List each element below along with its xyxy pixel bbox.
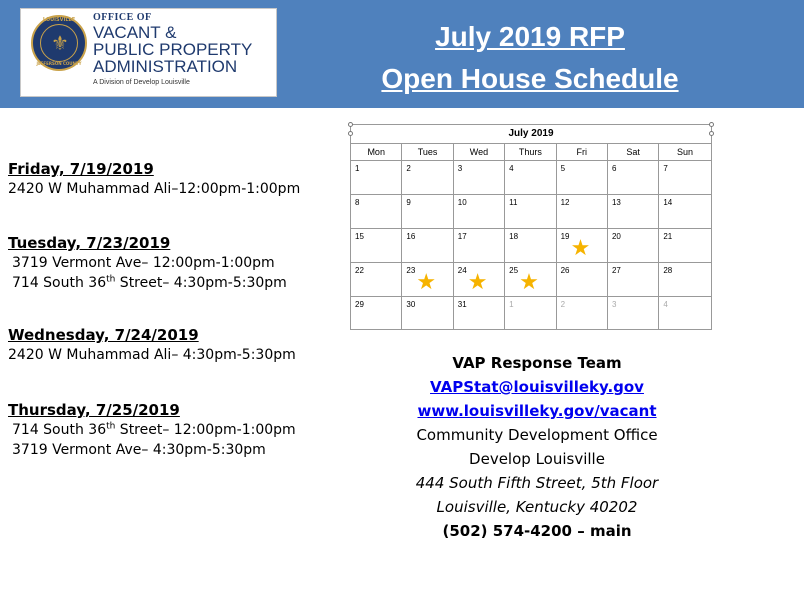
- schedule-event: 714 South 36th Street– 4:30pm-5:30pm: [12, 274, 287, 291]
- calendar-day-cell: [608, 262, 659, 296]
- calendar-weekday: Thurs: [505, 143, 556, 160]
- calendar-day-cell: [505, 228, 556, 262]
- calendar-day-cell: [659, 228, 710, 262]
- calendar-day-cell: [351, 228, 402, 262]
- calendar-weekday: Tues: [402, 143, 453, 160]
- calendar-day-number: 6: [611, 164, 617, 173]
- page-title-line-1: July 2019 RFP: [435, 21, 625, 52]
- calendar-day-cell: [659, 262, 710, 296]
- calendar-day-cell: [351, 296, 402, 330]
- schedule-event: 2420 W Muhammad Ali–12:00pm-1:00pm: [8, 181, 301, 197]
- calendar-day-number: 3: [457, 164, 463, 173]
- star-icon: ★: [519, 269, 539, 294]
- contact-team: VAP Response Team: [452, 354, 622, 372]
- schedule-event: 3719 Vermont Ave– 4:30pm-5:30pm: [12, 442, 266, 458]
- calendar-day-cell: [505, 296, 556, 330]
- schedule-day-wednesday: [8, 326, 338, 365]
- calendar-day-cell: [454, 296, 505, 330]
- schedule-day-thursday: [8, 401, 338, 460]
- calendar-day-number: 29: [355, 300, 364, 309]
- calendar-day-cell: [454, 262, 505, 296]
- calendar-day-cell: [557, 194, 608, 228]
- calendar-day-cell: [402, 262, 453, 296]
- calendar-day-number: 17: [457, 232, 467, 241]
- schedule-event: 3719 Vermont Ave– 12:00pm-1:00pm: [12, 255, 275, 271]
- calendar-day-cell: [608, 296, 659, 330]
- calendar-day-cell: [505, 160, 556, 194]
- seal-top-text: LOUISVILLE: [42, 17, 76, 23]
- schedule-day-heading: Wednesday, 7/24/2019: [8, 326, 199, 344]
- calendar-day-cell: [454, 160, 505, 194]
- calendar-day-number: 2: [560, 300, 566, 309]
- calendar-day-number: 4: [663, 300, 668, 309]
- calendar-day-number: 28: [663, 266, 673, 275]
- calendar-day-cell: [505, 194, 556, 228]
- calendar-day-cell: [351, 262, 402, 296]
- calendar-day-number: 24: [457, 266, 467, 275]
- schedule-day-friday: [8, 160, 338, 199]
- calendar-day-number: 27: [611, 266, 621, 275]
- calendar-week-row: [351, 296, 711, 330]
- calendar-day-number: 21: [663, 232, 673, 241]
- calendar-day-cell: [659, 160, 710, 194]
- calendar-day-cell: [454, 228, 505, 262]
- calendar-day-cell: [557, 228, 608, 262]
- logo-office-of: OFFICE OF: [93, 12, 152, 23]
- calendar-weekday: Sun: [659, 143, 710, 160]
- schedule-event: 2420 W Muhammad Ali– 4:30pm-5:30pm: [8, 347, 296, 363]
- calendar-day-number: 15: [355, 232, 364, 241]
- schedule-day-heading: Thursday, 7/25/2019: [8, 401, 180, 419]
- calendar-day-number: 18: [509, 232, 519, 241]
- calendar-day-number: 25: [509, 266, 519, 275]
- calendar-day-number: 13: [611, 198, 621, 207]
- calendar-week-row: [351, 194, 711, 228]
- calendar-day-number: 31: [457, 300, 467, 309]
- star-icon: ★: [416, 269, 437, 294]
- schedule-day-tuesday: [8, 234, 338, 293]
- calendar-title: July 2019: [508, 128, 554, 139]
- calendar-week-row: [351, 262, 711, 296]
- calendar-day-cell: [351, 194, 402, 228]
- seal-inner-ring: [40, 24, 78, 62]
- calendar-day-number: 11: [509, 198, 518, 207]
- july-calendar: [350, 124, 712, 330]
- contact-email-link[interactable]: VAPStat@louisvilleky.gov: [430, 378, 644, 396]
- calendar-day-cell: [505, 262, 556, 296]
- page-title-line-2: Open House Schedule: [381, 63, 679, 94]
- calendar-day-number: 20: [611, 232, 621, 241]
- calendar-day-number: 26: [560, 266, 570, 275]
- seal-bottom-text: JEFFERSON COUNTY: [36, 61, 82, 66]
- contact-address-line-1: 444 South Fifth Street, 5th Floor: [415, 474, 659, 492]
- calendar-day-number: 2: [406, 164, 411, 173]
- calendar-day-number: 1: [509, 300, 514, 309]
- calendar-day-cell: [608, 194, 659, 228]
- calendar-day-number: 3: [611, 300, 617, 309]
- ordinal-suffix: th: [106, 421, 116, 432]
- calendar-day-number: 5: [560, 164, 566, 173]
- calendar-day-cell: [402, 160, 453, 194]
- star-icon: ★: [570, 235, 591, 260]
- contact-phone: (502) 574-4200 – main: [442, 522, 632, 540]
- calendar-day-cell: [659, 194, 710, 228]
- calendar-day-cell: [402, 296, 453, 330]
- logo-line-2: PUBLIC PROPERTY: [93, 40, 253, 59]
- logo-division: A Division of Develop Louisville: [93, 79, 190, 86]
- calendar-day-number: 1: [355, 164, 360, 173]
- calendar-day-number: 8: [355, 198, 360, 207]
- calendar-day-cell: [608, 228, 659, 262]
- calendar-day-cell: [557, 160, 608, 194]
- calendar-day-cell: [557, 262, 608, 296]
- calendar-day-number: 7: [663, 164, 668, 173]
- calendar-week-row: [351, 160, 711, 194]
- schedule-day-heading: Tuesday, 7/23/2019: [8, 234, 171, 252]
- calendar-weekday: Fri: [557, 143, 608, 160]
- calendar-day-number: 30: [406, 300, 416, 309]
- fleur-de-lis-icon: ⚜: [51, 31, 69, 55]
- contact-address-line-2: Louisville, Kentucky 40202: [436, 498, 638, 516]
- ordinal-suffix: th: [106, 274, 116, 285]
- schedule-day-heading: Friday, 7/19/2019: [8, 160, 154, 178]
- calendar-weekday: Wed: [454, 143, 505, 160]
- star-icon: ★: [467, 269, 488, 294]
- contact-block: [382, 351, 692, 543]
- calendar-day-cell: [351, 160, 402, 194]
- calendar-weekday: Mon: [351, 143, 402, 160]
- calendar-day-cell: [454, 194, 505, 228]
- calendar-day-number: 14: [663, 198, 673, 207]
- schedule-event: 714 South 36th Street– 12:00pm-1:00pm: [12, 421, 296, 438]
- contact-org: Develop Louisville: [469, 450, 605, 468]
- calendar-grid: [351, 143, 711, 330]
- calendar-weekday: Sat: [608, 143, 659, 160]
- calendar-day-cell: [608, 160, 659, 194]
- vapa-logo: [20, 8, 277, 97]
- calendar-day-cell: [557, 296, 608, 330]
- calendar-day-number: 10: [457, 198, 467, 207]
- calendar-day-cell: [402, 228, 453, 262]
- calendar-day-number: 16: [406, 232, 416, 241]
- header-banner: [0, 0, 804, 108]
- contact-office: Community Development Office: [416, 426, 658, 444]
- calendar-day-cell: [402, 194, 453, 228]
- calendar-week-row: [351, 228, 711, 262]
- calendar-day-number: 9: [406, 198, 411, 207]
- contact-website-link[interactable]: www.louisvilleky.gov/vacant: [417, 402, 657, 420]
- calendar-day-number: 22: [355, 266, 364, 275]
- calendar-day-number: 23: [406, 266, 416, 275]
- calendar-day-number: 4: [509, 164, 514, 173]
- calendar-day-cell: [659, 296, 710, 330]
- louisville-seal-icon: [31, 15, 87, 71]
- calendar-day-number: 12: [560, 198, 570, 207]
- calendar-day-number: 19: [560, 232, 570, 241]
- calendar-weekday-row: [351, 143, 711, 160]
- logo-line-3: ADMINISTRATION: [93, 57, 238, 76]
- logo-line-1: VACANT &: [93, 23, 177, 42]
